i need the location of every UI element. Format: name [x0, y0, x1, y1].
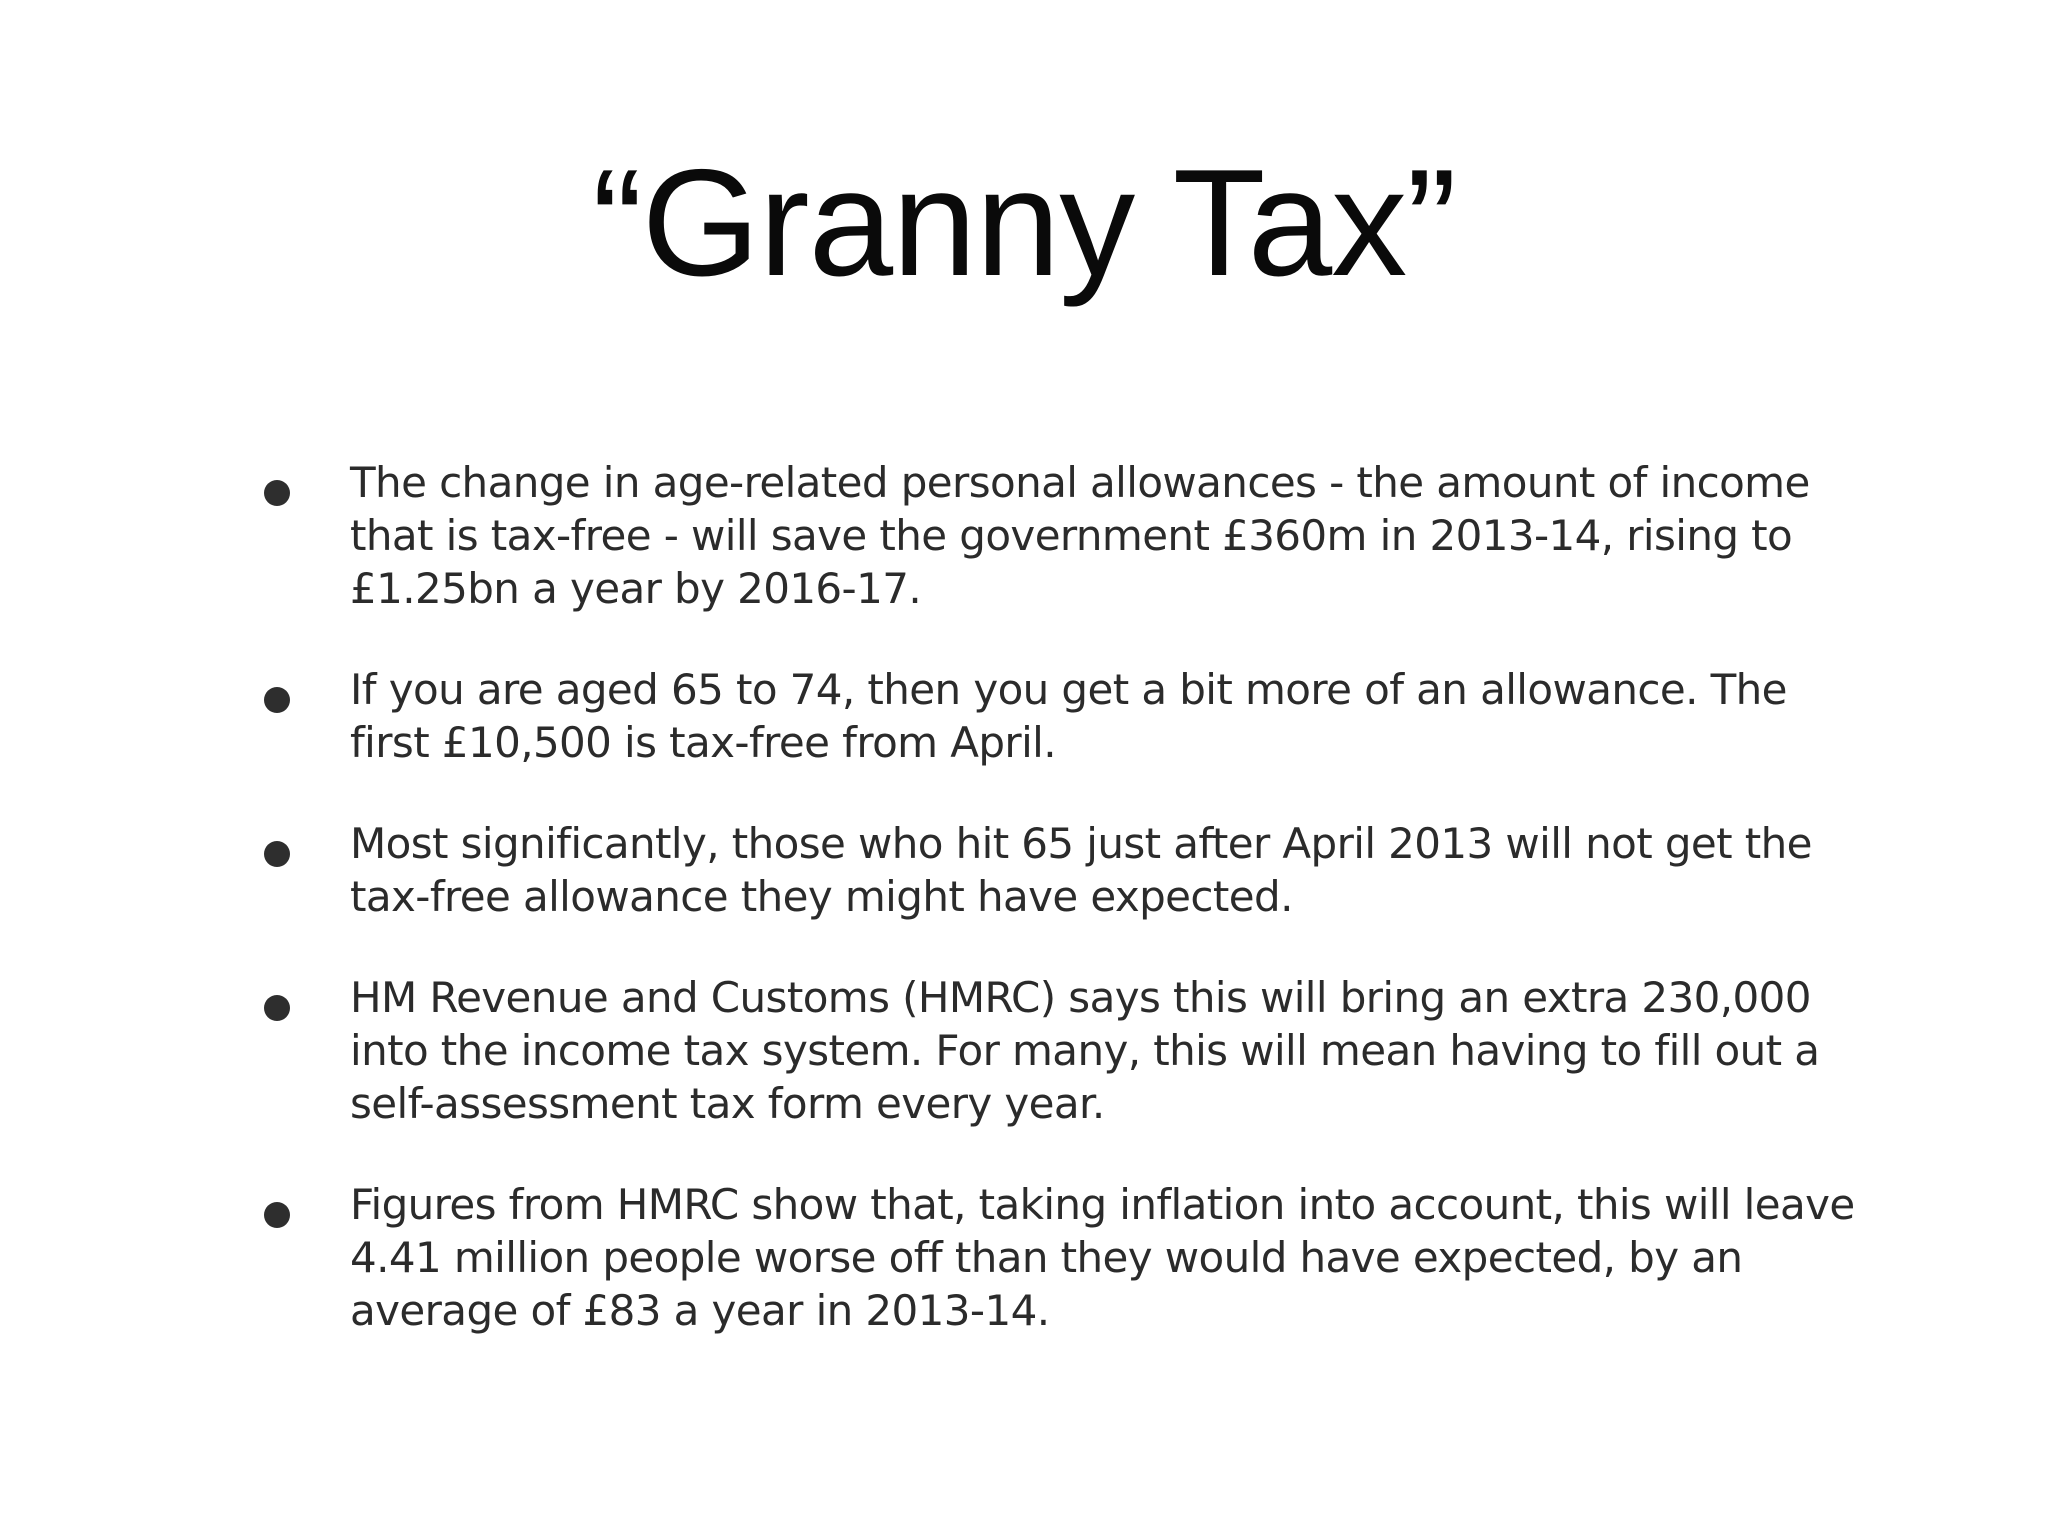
bullet-dot-icon	[264, 1202, 290, 1228]
bullet-item	[250, 971, 1870, 1130]
bullet-dot-icon	[264, 995, 290, 1021]
bullet-text: Most significantly, those who hit 65 just after April 2013 will not get the tax-free allowance they might have expected.	[350, 819, 1812, 921]
bullet-dot-icon	[264, 480, 290, 506]
slide-title: “Granny Tax”	[592, 138, 1456, 308]
bullet-item	[250, 663, 1870, 769]
bullet-list	[250, 456, 1870, 1385]
bullet-item	[250, 456, 1870, 615]
bullet-text: HM Revenue and Customs (HMRC) says this will bring an extra 230,000 into the income tax system. For many, this will mean having to fill out a self-assessment tax form every year.	[350, 973, 1820, 1128]
bullet-item	[250, 817, 1870, 923]
bullet-text: The change in age-related personal allowances - the amount of income that is tax-free - will save the government £360m in 2013-14, rising to £1.25bn a year by 2016-17.	[350, 458, 1810, 613]
bullet-text: If you are aged 65 to 74, then you get a bit more of an allowance. The first £10,500 is tax-free from April.	[350, 665, 1787, 767]
bullet-text: Figures from HMRC show that, taking inflation into account, this will leave 4.41 million people worse off than they would have expected, by an average of £83 a year in 2013-14.	[350, 1180, 1855, 1335]
bullet-item	[250, 1178, 1870, 1337]
bullet-dot-icon	[264, 687, 290, 713]
bullet-dot-icon	[264, 841, 290, 867]
